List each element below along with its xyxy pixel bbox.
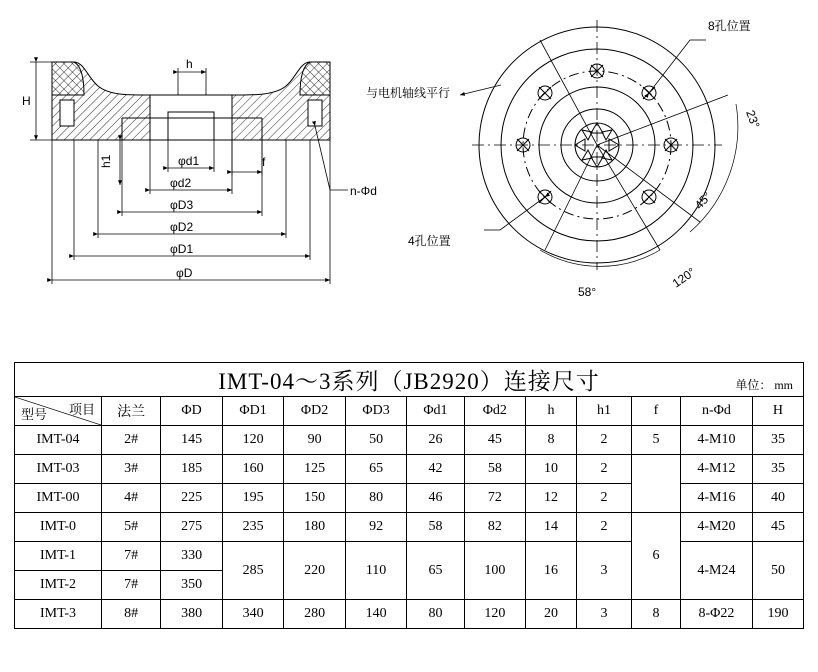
corner-label-item: 项目 bbox=[68, 402, 95, 417]
label-h: h bbox=[186, 57, 193, 71]
cell-D1: 285 bbox=[222, 542, 284, 600]
cell-D3: 92 bbox=[345, 513, 407, 542]
cell-flange: 5# bbox=[101, 513, 160, 542]
header-D3: ΦD3 bbox=[345, 397, 407, 426]
spec-table bbox=[14, 362, 804, 629]
cell-flange: 7# bbox=[101, 542, 160, 571]
label-angle-45: 45° bbox=[691, 189, 715, 213]
cell-H: 190 bbox=[752, 600, 803, 629]
header-d2: Φd2 bbox=[464, 397, 526, 426]
table-unit: 单位： mm bbox=[735, 378, 793, 392]
cell-nd: 4-M12 bbox=[680, 455, 752, 484]
cell-model: IMT-3 bbox=[15, 600, 102, 629]
cell-flange: 3# bbox=[101, 455, 160, 484]
corner-label-model: 型号 bbox=[21, 407, 48, 422]
cell-d2: 58 bbox=[464, 455, 526, 484]
cell-h: 10 bbox=[526, 455, 577, 484]
cell-flange: 4# bbox=[101, 484, 160, 513]
cell-H: 40 bbox=[752, 484, 803, 513]
cell-h1: 2 bbox=[576, 513, 631, 542]
table-row bbox=[15, 513, 804, 542]
cell-d1: 80 bbox=[407, 600, 464, 629]
cell-flange: 8# bbox=[101, 600, 160, 629]
cell-D3: 80 bbox=[345, 484, 407, 513]
cell-D1: 120 bbox=[222, 426, 284, 455]
cell-D: 380 bbox=[161, 600, 223, 629]
label-phi-d2: φd2 bbox=[170, 176, 192, 190]
cell-H: 35 bbox=[752, 426, 803, 455]
header-h1: h1 bbox=[576, 397, 631, 426]
table-title-cell bbox=[15, 363, 804, 397]
cell-nd: 8-Φ22 bbox=[680, 600, 752, 629]
cell-D: 225 bbox=[161, 484, 223, 513]
label-H: H bbox=[22, 94, 31, 108]
cell-h1: 2 bbox=[576, 484, 631, 513]
cell-D2: 90 bbox=[284, 426, 346, 455]
cell-D3: 50 bbox=[345, 426, 407, 455]
cell-d1: 42 bbox=[407, 455, 464, 484]
label-angle-120: 120° bbox=[669, 264, 699, 291]
cell-d1: 65 bbox=[407, 542, 464, 600]
section-view bbox=[52, 62, 330, 140]
cell-h: 8 bbox=[526, 426, 577, 455]
cell-d2: 72 bbox=[464, 484, 526, 513]
cell-D3: 110 bbox=[345, 542, 407, 600]
label-8-holes: 8孔位置 bbox=[708, 19, 751, 33]
table-row bbox=[15, 542, 804, 571]
cell-model: IMT-0 bbox=[15, 513, 102, 542]
cell-h: 16 bbox=[526, 542, 577, 600]
label-phi-D3: φD3 bbox=[170, 198, 194, 212]
dim-h bbox=[178, 68, 206, 95]
cell-d1: 58 bbox=[407, 513, 464, 542]
label-h1: h1 bbox=[99, 154, 113, 168]
cell-D2: 125 bbox=[284, 455, 346, 484]
cell-nd: 4-M10 bbox=[680, 426, 752, 455]
table-corner-header bbox=[15, 397, 102, 426]
header-d1: Φd1 bbox=[407, 397, 464, 426]
header-h: h bbox=[526, 397, 577, 426]
cell-model: IMT-03 bbox=[15, 455, 102, 484]
cell-D2: 150 bbox=[284, 484, 346, 513]
cell-f: 6 bbox=[632, 513, 681, 600]
label-angle-23: 23° bbox=[743, 108, 763, 131]
cell-model: IMT-00 bbox=[15, 484, 102, 513]
cell-h1: 2 bbox=[576, 426, 631, 455]
cell-nd: 4-M24 bbox=[680, 542, 752, 600]
cell-f-merged bbox=[632, 455, 681, 513]
cell-H: 35 bbox=[752, 455, 803, 484]
cell-d2: 45 bbox=[464, 426, 526, 455]
cell-D2: 180 bbox=[284, 513, 346, 542]
cell-h: 20 bbox=[526, 600, 577, 629]
cell-D: 145 bbox=[161, 426, 223, 455]
cell-h: 12 bbox=[526, 484, 577, 513]
cell-d1: 46 bbox=[407, 484, 464, 513]
label-angle-58: 58° bbox=[578, 285, 597, 299]
cell-nd: 4-M16 bbox=[680, 484, 752, 513]
label-phi-d1: φd1 bbox=[178, 154, 200, 168]
cell-flange: 7# bbox=[101, 571, 160, 600]
cell-d1: 26 bbox=[407, 426, 464, 455]
front-view bbox=[472, 20, 738, 270]
cell-d2: 100 bbox=[464, 542, 526, 600]
table-row bbox=[15, 600, 804, 629]
cell-D: 330 bbox=[161, 542, 223, 571]
cell-D1: 340 bbox=[222, 600, 284, 629]
table-title: IMT-04～3系列（JB2920）连接尺寸 bbox=[218, 369, 600, 394]
cell-d2: 120 bbox=[464, 600, 526, 629]
header-D: ΦD bbox=[161, 397, 223, 426]
cell-nd: 4-M20 bbox=[680, 513, 752, 542]
cell-D1: 160 bbox=[222, 455, 284, 484]
header-D2: ΦD2 bbox=[284, 397, 346, 426]
cell-D: 185 bbox=[161, 455, 223, 484]
cell-d2: 82 bbox=[464, 513, 526, 542]
cell-D1: 195 bbox=[222, 484, 284, 513]
cell-D3: 140 bbox=[345, 600, 407, 629]
label-phi-D1: φD1 bbox=[170, 242, 194, 256]
table-row bbox=[15, 455, 804, 484]
cell-D2: 220 bbox=[284, 542, 346, 600]
label-4-holes: 4孔位置 bbox=[408, 234, 451, 248]
label-phi-D: φD bbox=[176, 266, 193, 280]
spec-table-container bbox=[14, 362, 804, 629]
header-nd: n-Φd bbox=[680, 397, 752, 426]
cell-h1: 3 bbox=[576, 542, 631, 600]
cell-f: 8 bbox=[632, 600, 681, 629]
table-row bbox=[15, 484, 804, 513]
cell-model: IMT-1 bbox=[15, 542, 102, 571]
cell-H: 45 bbox=[752, 513, 803, 542]
cell-h: 14 bbox=[526, 513, 577, 542]
label-phi-D2: φD2 bbox=[170, 220, 194, 234]
label-parallel-axis: 与电机轴线平行 bbox=[366, 86, 451, 100]
cell-model: IMT-04 bbox=[15, 426, 102, 455]
cell-f: 5 bbox=[632, 426, 681, 455]
header-f: f bbox=[632, 397, 681, 426]
cell-flange: 2# bbox=[101, 426, 160, 455]
header-flange: 法兰 bbox=[101, 397, 160, 426]
label-n-phi-d: n-Φd bbox=[350, 184, 377, 198]
header-H: H bbox=[752, 397, 803, 426]
cell-D3: 65 bbox=[345, 455, 407, 484]
cell-D: 275 bbox=[161, 513, 223, 542]
cell-h1: 3 bbox=[576, 600, 631, 629]
cell-model: IMT-2 bbox=[15, 571, 102, 600]
cell-D1: 235 bbox=[222, 513, 284, 542]
cell-D: 350 bbox=[161, 571, 223, 600]
table-row bbox=[15, 426, 804, 455]
header-D1: ΦD1 bbox=[222, 397, 284, 426]
label-f: f bbox=[262, 155, 266, 169]
cell-h1: 2 bbox=[576, 455, 631, 484]
dim-f bbox=[232, 140, 262, 175]
cell-H: 50 bbox=[752, 542, 803, 600]
cell-D2: 280 bbox=[284, 600, 346, 629]
